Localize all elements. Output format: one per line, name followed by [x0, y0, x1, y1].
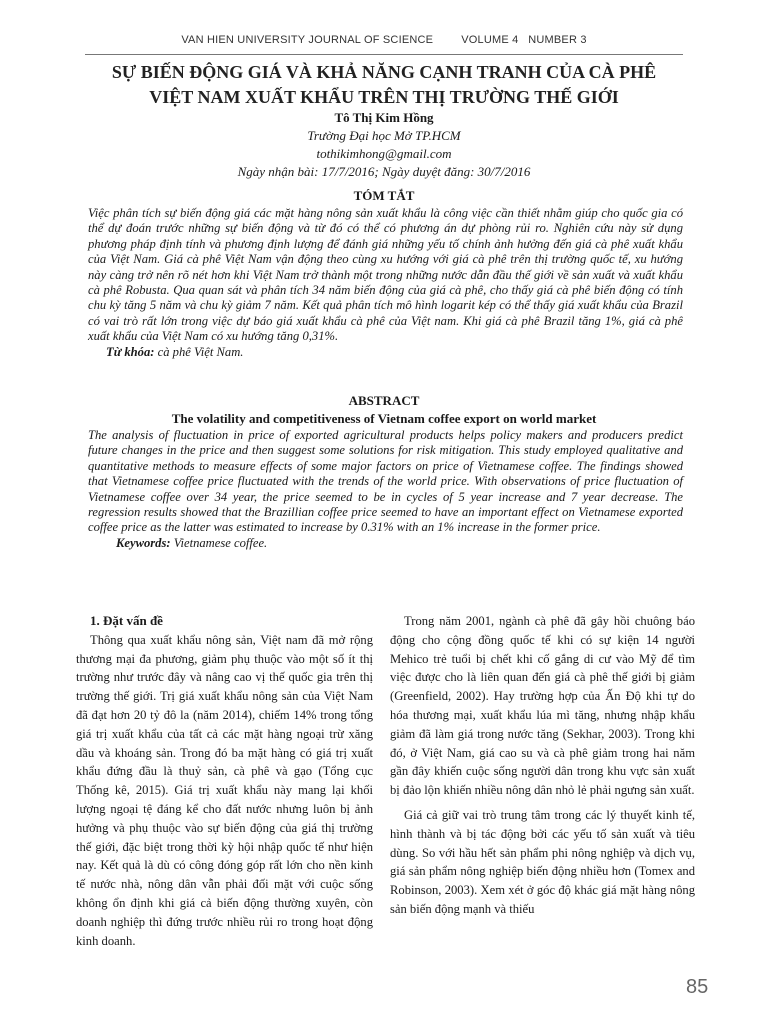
header-divider	[85, 54, 683, 55]
title-line-1: SỰ BIẾN ĐỘNG GIÁ VÀ KHẢ NĂNG CẠNH TRANH CỦA CÀ PHÊ	[111, 62, 657, 82]
volume-label: VOLUME 4	[461, 34, 519, 46]
abstract-text	[88, 428, 683, 551]
abstract-title: The volatility and competitiveness of Vietnam coffee export on world market	[171, 411, 597, 426]
author-email: tothikimhong@gmail.com	[316, 146, 452, 161]
body-paragraph: Trong năm 2001, ngành cà phê đã gây hồi chuông báo động cho cộng đồng quốc tế khi có sự kiện 14 người Mehico trẻ tuổi bị chết khi cố gắng di cư vào Mỹ để tìm việc được cho là liên quan đến giá cà phê thế giới bị giảm (Greenfield, 2002). Hay trường hợp của Ấn Độ khi tự do hóa thương mại, xuất khẩu lúa mì tăng, nhưng nhập khẩu giảm đã làm giá trong nước tăng (Sekhar, 2003). Trong khi đó, ở Việt Nam, giá cao su và cà phê giảm trong hai năm gần đây khiến cuộc sống người dân trong khu vực sản xuất bị đảo lộn khiến nhiều nông dân nhỏ lẻ phải ngưng sản xuất.	[390, 614, 695, 798]
page-number: 85	[686, 976, 709, 998]
journal-header	[0, 34, 768, 46]
body-left-column	[76, 612, 373, 950]
article-meta	[60, 109, 708, 181]
number-label: NUMBER 3	[528, 34, 587, 46]
author-affiliation: Trường Đại học Mở TP.HCM	[307, 128, 461, 143]
author-name: Tô Thị Kim Hồng	[334, 110, 434, 125]
summary-heading: TÓM TẮT	[353, 188, 415, 203]
journal-name: VAN HIEN UNIVERSITY JOURNAL OF SCIENCE	[181, 34, 434, 46]
body-paragraph: Giá cả giữ vai trò trung tâm trong các lý thuyết kinh tế, hình thành và bị tác động bởi các yếu tố sản xuất và tiêu dùng. So với hầu hết sản phẩm phi nông nghiệp và dịch vụ, giá sản phẩm nông nghiệp biến động nhiều hơn (Tomex and Robinson, 2003). Xem xét ở góc độ khác giá mặt hàng nông sản biến động mạnh và thiếu	[390, 807, 695, 916]
body-right-column	[390, 612, 695, 919]
section-1-heading: 1. Đặt vấn đề	[90, 613, 163, 628]
abstract-heading: ABSTRACT	[348, 393, 420, 408]
article-title	[60, 60, 708, 110]
body-paragraph: Thông qua xuất khẩu nông sản, Việt nam đã mở rộng thương mại đa phương, giảm phụ thuộc vào một số ít thị trường như trước đây và nâng cao vị thế quốc gia trên thị trường thế giới. Trị giá xuất khẩu nông sản của Việt Nam đã đạt hơn 20 tỷ đô la (năm 2014), chiếm 14% trong tổng giá trị xuất khẩu của tất cả các mặt hàng ngoại trừ xăng dầu và khoáng sản. Trong đó ba mặt hàng có giá trị xuất khẩu đứng đầu là thuỷ sản, cà phê và gạo (Tổng cục Thống kê, 2015). Giá trị xuất khẩu này mang lại khối lượng ngoại tệ đáng kể cho đất nước nhưng luôn bị ảnh hưởng và phụ thuộc vào sự biến động của giá thị trường thế giới, đặc biệt trong thời kỳ hội nhập quốc tế như hiện nay. Kết quả là dù có công đóng góp rất lớn cho nền kinh tế nước nhà, nông dân vẫn phải đối mặt với cuộc sống không ổn định khi giá cả biến động thường xuyên, còn doanh nghiệp thì đứng trước nhiều rủi ro trong hoạt động kinh doanh.	[76, 632, 373, 948]
article-dates: Ngày nhận bài: 17/7/2016; Ngày duyệt đăng: 30/7/2016	[237, 164, 531, 179]
abstract-body: The analysis of fluctuation in price of exported agricultural products helps policy makers and producers predict future changes in the price and then suggest some solutions for risk mitigation. This study employed qualitative and quantitative methods to measure effects of some major factors on price of Vietnamese coffee. The findings showed that Vietnamese coffee price fluctuated with the trends of the world price. With observations of price fluctuation of Vietnamese coffee over 34 year, the price seemed to be in cycles of 5 year increase and 7 year decrease. The regression results showed that the Brazillian coffee price seemed to have an important effect on Vietnamese exported coffee price as the latter was estimated to increase by 0.31% with an 1% increase in the former price.	[88, 428, 683, 535]
summary-text	[88, 206, 683, 360]
summary-keywords: Từ khóa: cà phê Việt Nam.	[106, 344, 244, 359]
abstract-keywords: Keywords: Vietnamese coffee.	[116, 535, 268, 550]
summary-body: Việc phân tích sự biến động giá các mặt hàng nông sản xuất khẩu là công việc cần thiết nhằm giúp cho quốc gia có thể dự đoán trước những sự biến động và từ đó có thể có phương án dự phòng rủi ro. Nghiên cứu này sử dụng phương pháp định tính và phương định lượng để đánh giá những yếu tố chính ảnh hưởng đến giá cà phê xuất khẩu của Việt Nam. Giá cà phê Việt Nam vận động theo cùng xu hướng với giá cà phê trên thị trường quốc tế, xu hướng này càng trở nên rõ nét hơn khi Việt Nam trở thành một trong những nước dẫn đầu thế giới về sản xuất và xuất khẩu cà phê Robusta. Qua quan sát và phân tích 34 năm biến động của giá cà phê, cho thấy giá cà phê biến động có tính chu kỳ tăng 5 năm và chu kỳ giảm 7 năm. Kết quả phân tích mô hình logarit kép có thể thấy giá xuất khẩu của Brazil có vai trò rất lớn trong việc dự báo giá xuất khẩu cà phê của Việt nam. Khi giá cà phê Brazil tăng 1%, giá cà phê xuất khẩu của Việt Nam có xu hướng tăng 0,31%.	[88, 206, 683, 344]
title-line-2: VIỆT NAM XUẤT KHẨU TRÊN THỊ TRƯỜNG THẾ GIỚI	[149, 87, 619, 107]
